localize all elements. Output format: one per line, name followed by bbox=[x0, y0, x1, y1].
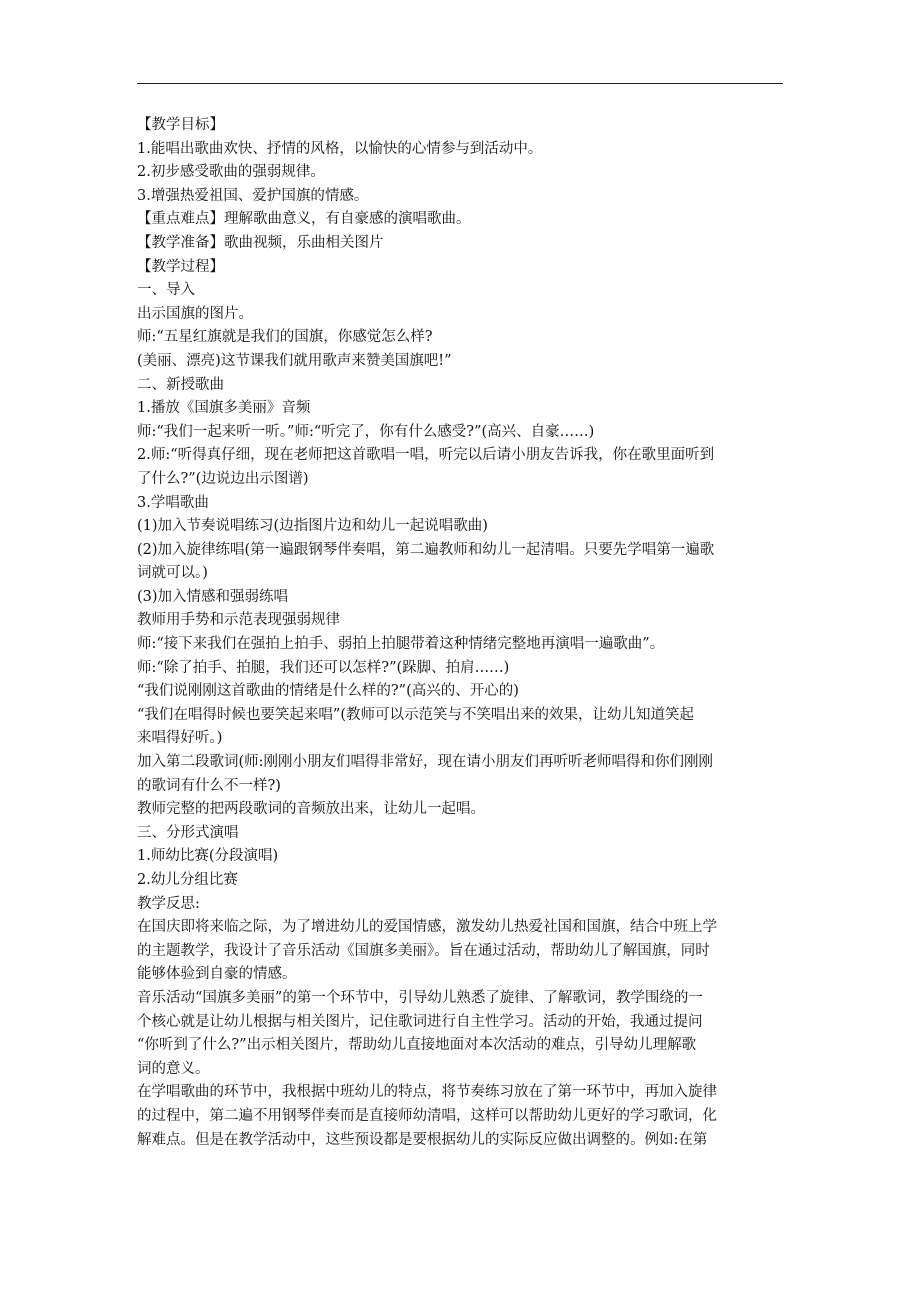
text-line: 加入第二段歌词(师:刚刚小朋友们唱得非常好，现在请小朋友们再听听老师唱得和你们刚刚 bbox=[137, 754, 714, 771]
text-line: 一、导入 bbox=[137, 282, 195, 299]
text-line: 词就可以。) bbox=[137, 565, 208, 582]
text-line: 【教学准备】歌曲视频，乐曲相关图片 bbox=[137, 234, 384, 251]
text-line: 解难点。但是在教学活动中，这些预设都是要根据幼儿的实际反应做出调整的。例如:在第 bbox=[137, 1131, 708, 1148]
text-line: 师:“除了拍手、拍腿，我们还可以怎样?”(跺脚、拍肩……) bbox=[137, 659, 510, 676]
header-rule bbox=[137, 83, 783, 84]
text-line: “你听到了什么?”出示相关图片，帮助幼儿直接地面对本次活动的难点，引导幼儿理解歌 bbox=[137, 1037, 697, 1054]
text-line: 师:“我们一起来听一听。”师:“听完了，你有什么感受?”(高兴、自豪……) bbox=[137, 423, 595, 440]
text-line: 词的意义。 bbox=[137, 1060, 210, 1077]
text-line: 教学反思: bbox=[137, 895, 200, 912]
text-line: (3)加入情感和强弱练唱 bbox=[137, 588, 289, 605]
text-line: 的歌词有什么不一样?) bbox=[137, 777, 281, 794]
text-line: 出示国旗的图片。 bbox=[137, 305, 253, 322]
text-line: 在国庆即将来临之际，为了增进幼儿的爱国情感，激发幼儿热爱社国和国旗，结合中班上学 bbox=[137, 919, 717, 936]
text-line: 三、分形式演唱 bbox=[137, 824, 239, 841]
text-line: 2.初步感受歌曲的强弱规律。 bbox=[137, 164, 325, 181]
text-line: 3.增强热爱祖国、爱护国旗的情感。 bbox=[137, 187, 369, 204]
text-line: 2.幼儿分组比赛 bbox=[137, 872, 238, 888]
document-body bbox=[137, 114, 787, 1152]
text-line: (美丽、漂亮)这节课我们就用歌声来赞美国旗吧!” bbox=[137, 352, 452, 369]
text-line: 了什么?”(边说边出示图谱) bbox=[137, 470, 309, 487]
text-line: 的过程中，第二遍不用钢琴伴奏而是直接师幼清唱，这样可以帮助幼儿更好的学习歌词，化 bbox=[137, 1107, 717, 1124]
text-line: 1.能唱出歌曲欢快、抒情的风格，以愉快的心情参与到活动中。 bbox=[137, 140, 543, 157]
text-line: 3.学唱歌曲 bbox=[137, 494, 209, 511]
text-line: (1)加入节奏说唱练习(边指图片边和幼儿一起说唱歌曲) bbox=[137, 518, 488, 535]
text-line: 教师用手势和示范表现强弱规律 bbox=[137, 612, 340, 629]
text-line: 个核心就是让幼儿根据与相关图片，记住歌词进行自主性学习。活动的开始，我通过提问 bbox=[137, 1013, 703, 1030]
text-line: 来唱得好听。) bbox=[137, 730, 223, 747]
text-line: 1.师幼比赛(分段演唱) bbox=[137, 848, 279, 865]
text-line: 师:“五星红旗就是我们的国旗，你感觉怎么样? bbox=[137, 329, 433, 346]
text-line: 在学唱歌曲的环节中，我根据中班幼儿的特点，将节奏练习放在了第一环节中，再加入旋律 bbox=[137, 1084, 717, 1101]
text-line: 【教学目标】 bbox=[137, 117, 224, 133]
text-line: 教师完整的把两段歌词的音频放出来，让幼儿一起唱。 bbox=[137, 801, 485, 818]
text-line: 【重点难点】理解歌曲意义，有自豪感的演唱歌曲。 bbox=[137, 211, 471, 228]
text-line: 1.播放《国旗多美丽》音频 bbox=[137, 400, 311, 417]
text-line: 师:“接下来我们在强拍上拍手、弱拍上拍腿带着这种情绪完整地再演唱一遍歌曲”。 bbox=[137, 636, 665, 653]
text-line: 的主题教学，我设计了音乐活动《国旗多美丽》。旨在通过活动，帮助幼儿了解国旗，同时 bbox=[137, 942, 710, 959]
text-line: (2)加入旋律练唱(第一遍跟钢琴伴奏唱，第二遍教师和幼儿一起清唱。只要先学唱第一遍歌 bbox=[137, 541, 715, 558]
text-line: 二、新授歌曲 bbox=[137, 376, 224, 393]
text-line: 【教学过程】 bbox=[137, 258, 224, 275]
text-line: 音乐活动“国旗多美丽”的第一个环节中，引导幼儿熟悉了旋律、了解歌词，教学围绕的一 bbox=[137, 989, 703, 1006]
text-line: 2.师:“听得真仔细，现在老师把这首歌唱一唱，听完以后请小朋友告诉我，你在歌里面听到 bbox=[137, 447, 715, 464]
text-line: “我们在唱得时候也要笑起来唱”(教师可以示范笑与不笑唱出来的效果，让幼儿知道笑起 bbox=[137, 706, 694, 723]
text-line: “我们说刚刚这首歌曲的情绪是什么样的?”(高兴的、开心的) bbox=[137, 683, 519, 700]
text-line: 能够体验到自豪的情感。 bbox=[137, 966, 297, 983]
